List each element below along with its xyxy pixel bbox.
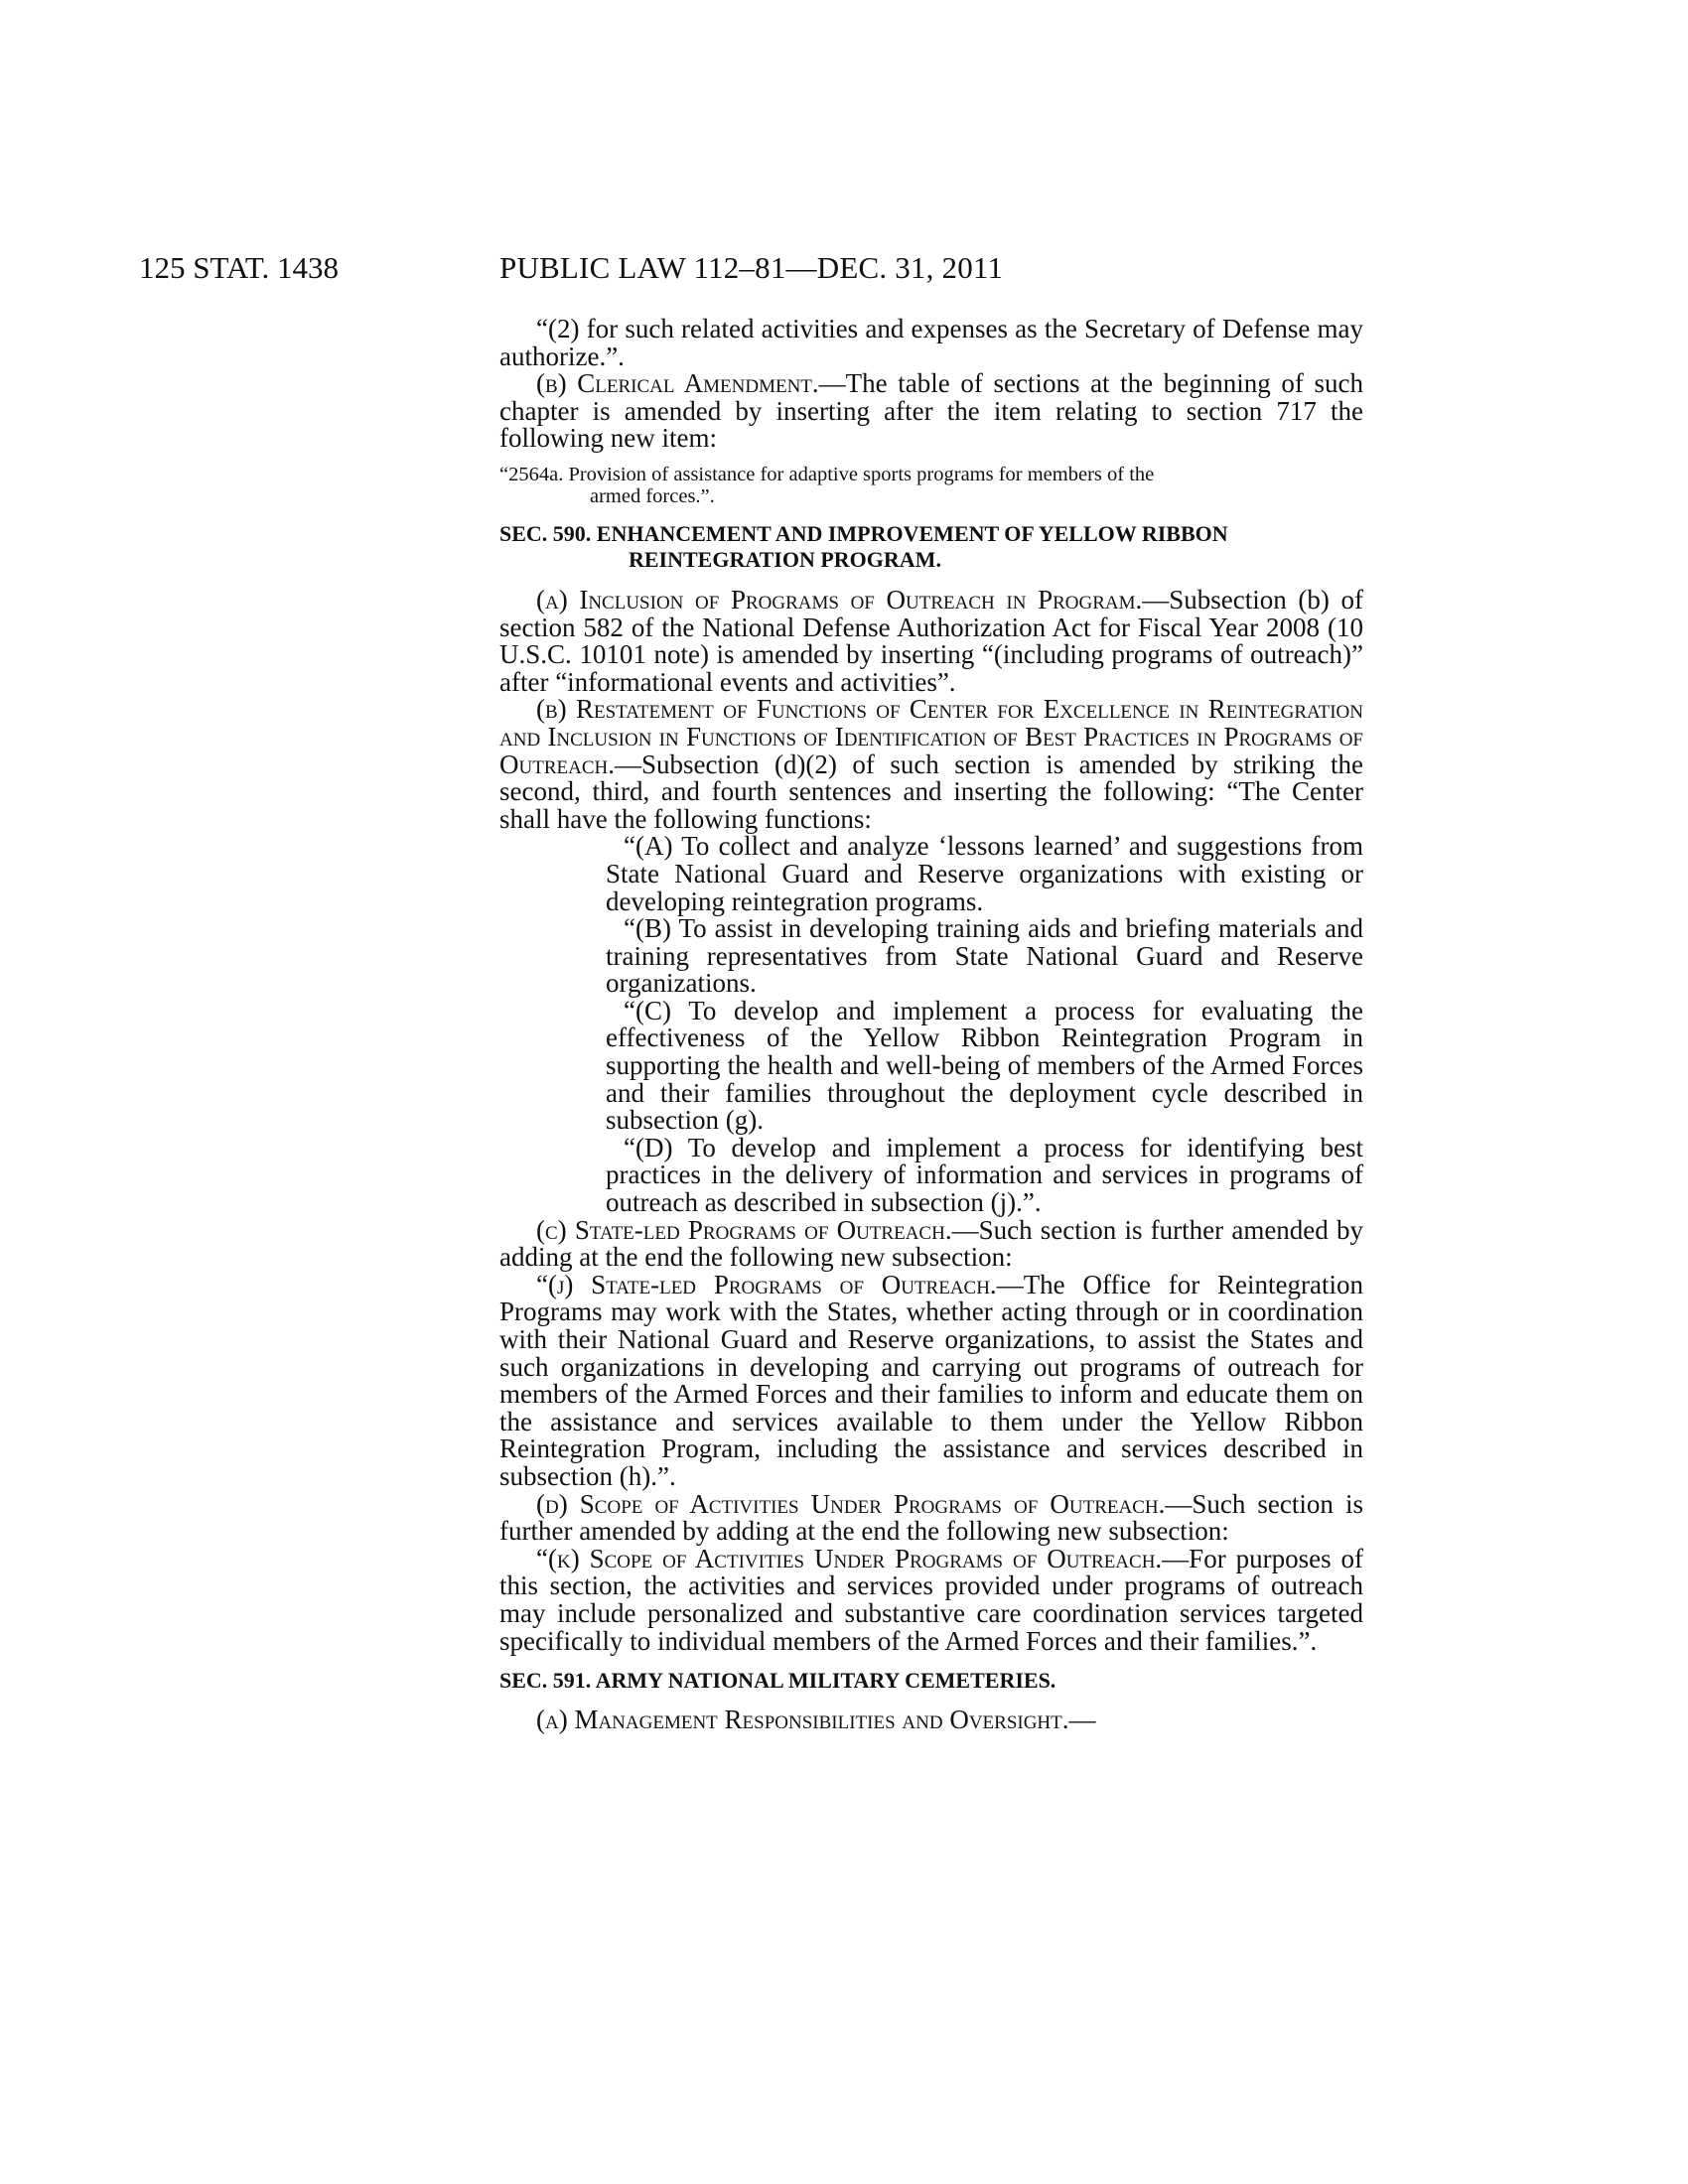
new-subsection-k-text: —For purposes of this section, the activities and services provided under programs of outreach may include personalized and substantive care coordination services targeted specifically to individual members of the Armed Forces and their families.”. [499, 1543, 1363, 1656]
clerical-amendment-heading: (b) Clerical Amendment. [536, 368, 819, 399]
section-590-heading [499, 521, 1363, 573]
subsection-c-heading: (c) State-led Programs of Outreach. [536, 1214, 952, 1245]
subsection-c-text: —Such section is further amended by adding at the end the following new subsection: [499, 1214, 1363, 1273]
section-591-subsection-a [499, 1706, 1363, 1734]
section-591-subsection-a-heading: (a) Management Responsibilities and Oversight.— [536, 1705, 1096, 1735]
section-590-heading-line-1: SEC. 590. ENHANCEMENT AND IMPROVEMENT OF YELLOW RIBBON [499, 520, 1228, 546]
table-item-line-2: armed forces.”. [590, 484, 715, 507]
new-subsection-j [499, 1269, 1363, 1491]
subsection-b-text: —Subsection (d)(2) of such section is amended by striking the second, third, and fourth sentences and inserting the following: “The Center shall have the following functions: [499, 749, 1363, 834]
function-c: “(C) To develop and implement a process for evaluating the effectiveness of the Yellow Ribbon Reintegration Program in supporting the health and well-being of members of the Armed Forces and their families throughout the deployment cycle described in subsection (g). [606, 995, 1363, 1136]
new-subsection-k [499, 1543, 1363, 1656]
function-b: “(B) To assist in developing training aids and briefing materials and training representatives from State National Guard and Reserve organizations. [606, 913, 1363, 999]
subsection-c [499, 1214, 1363, 1273]
subsection-a-text: —Subsection (b) of section 582 of the National Defense Authorization Act for Fiscal Year 2008 (10 U.S.C. 10101 note) is amended by inserting “(including programs of outreach)” after “informational events and activities”. [499, 584, 1363, 697]
table-item-line-1: “2564a. Provision of assistance for adaptive sports programs for members of the [499, 463, 1155, 485]
function-a: “(A) To collect and analyze ‘lessons learned’ and suggestions from State National Guard and Reserve organizations with existing or developing reintegration programs. [606, 831, 1363, 916]
section-591-heading: SEC. 591. ARMY NATIONAL MILITARY CEMETERIES. [499, 1668, 1056, 1694]
subsection-b-heading: (b) Restatement of Functions of Center for Excellence in Reintegration and Inclusion in Functions of Identification of Best Practices in Programs of Outreach. [499, 694, 1363, 779]
center-functions-list [499, 833, 1363, 1216]
clerical-amendment-text: —The table of sections at the beginning of such chapter is amended by inserting after the item relating to section 717 the following new item: [499, 368, 1363, 454]
subsection-d-heading: (d) Scope of Activities Under Programs of Outreach. [536, 1488, 1166, 1519]
statute-page-number: 125 STAT. 1438 [139, 250, 340, 285]
document-body [499, 316, 1363, 1734]
clerical-amendment [499, 370, 1363, 453]
subsection-d-text: —Such section is further amended by adding at the end the following new subsection: [499, 1488, 1363, 1547]
new-subsection-j-text: —The Office for Reintegration Programs may work with the States, whether acting through or in coordination with their National Guard and Reserve organizations, to assist the States and such organizations in developing and carrying out programs of outreach for members of the Armed Forces and their families to inform and educate them on the assistance and services available to them under the Yellow Ribbon Reintegration Program, including the assistance and services described in subsection (h).”. [499, 1269, 1363, 1491]
page-header [0, 248, 1688, 288]
new-subsection-k-heading: “(k) Scope of Activities Under Programs of Outreach. [536, 1543, 1163, 1573]
subsection-a-heading: (a) Inclusion of Programs of Outreach in Program. [536, 584, 1143, 614]
subsection-d [499, 1488, 1363, 1547]
new-subsection-j-heading: “(j) State-led Programs of Outreach. [536, 1269, 997, 1299]
table-of-sections-item [499, 464, 1363, 507]
paragraph-2 [499, 316, 1363, 370]
function-d: “(D) To develop and implement a process for identifying best practices in the delivery of information and services in programs of outreach as described in subsection (j).”. [606, 1132, 1363, 1218]
section-590-heading-line-2: REINTEGRATION PROGRAM. [629, 546, 941, 572]
public-law-title: PUBLIC LAW 112–81—DEC. 31, 2011 [499, 250, 1004, 285]
subsection-a [499, 584, 1363, 697]
subsection-b [499, 696, 1363, 833]
paragraph-2-text: “(2) for such related activities and expenses as the Secretary of Defense may authorize.”. [499, 314, 1363, 371]
